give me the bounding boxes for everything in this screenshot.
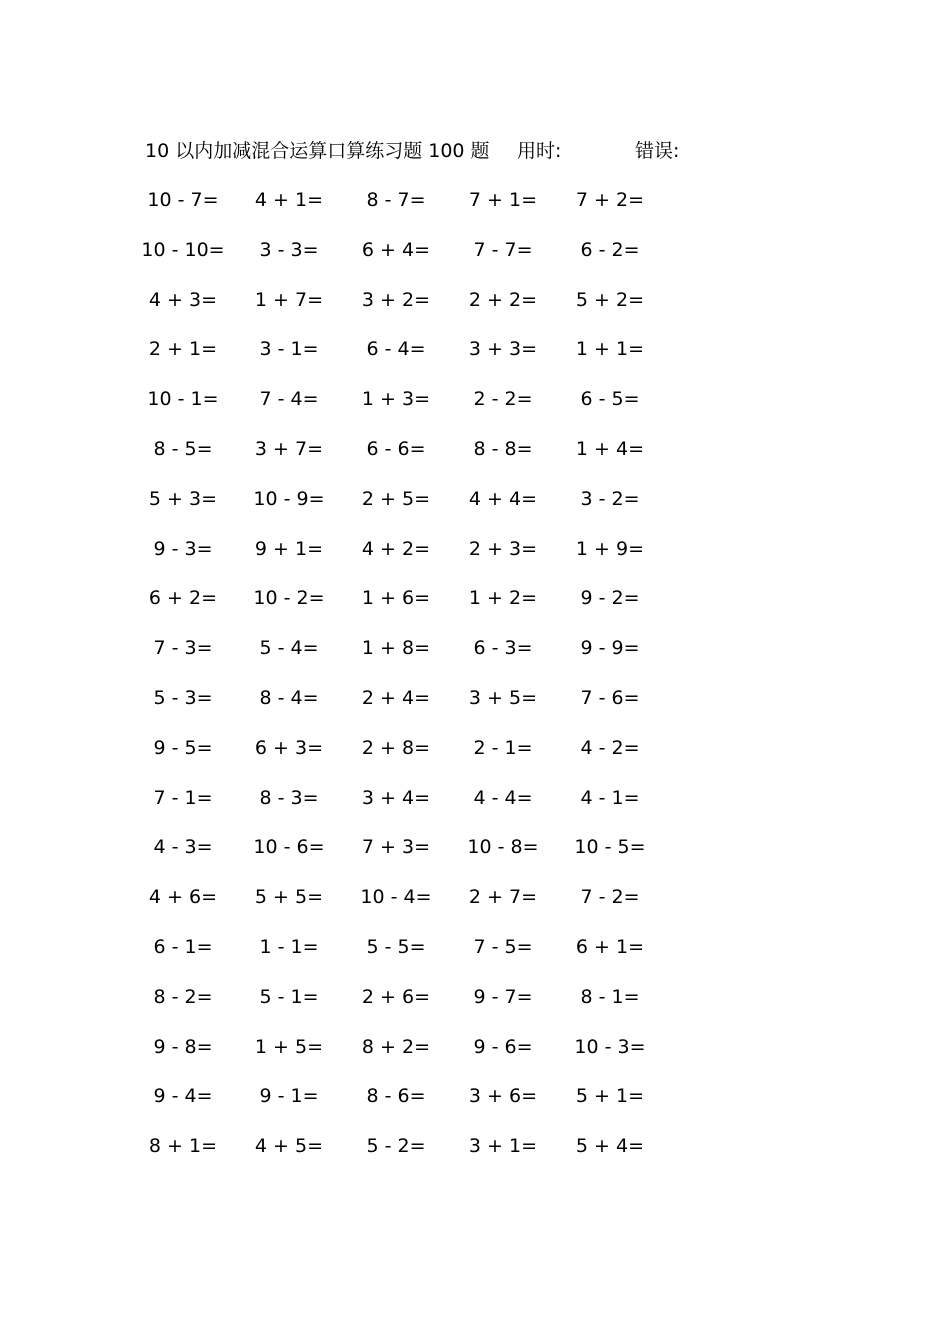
arithmetic-problem: 4 - 4=: [473, 786, 533, 809]
arithmetic-problem: 8 - 6=: [366, 1085, 426, 1108]
arithmetic-problem: 10 - 4=: [360, 886, 432, 909]
arithmetic-problem: 10 - 10=: [141, 238, 225, 261]
problem-row: [0, 583, 950, 613]
problem-row: [0, 832, 950, 862]
problem-row: [0, 285, 950, 315]
arithmetic-problem: 2 - 1=: [473, 736, 533, 759]
arithmetic-problem: 3 + 4=: [361, 786, 430, 809]
time-used-label: 用时:: [517, 140, 562, 162]
arithmetic-problem: 8 - 4=: [259, 687, 319, 709]
arithmetic-problem: 1 + 6=: [361, 587, 430, 610]
arithmetic-problem: 2 + 5=: [361, 487, 430, 510]
arithmetic-problem: 2 - 2=: [473, 388, 533, 411]
arithmetic-problem: 10 - 7=: [147, 189, 219, 211]
arithmetic-problem: 10 - 5=: [574, 836, 646, 859]
arithmetic-problem: 4 + 4=: [468, 487, 537, 510]
arithmetic-problem: 7 + 1=: [468, 189, 537, 211]
arithmetic-problem: 8 - 5=: [153, 438, 213, 460]
arithmetic-problem: 5 - 4=: [259, 637, 319, 660]
arithmetic-problem: 4 - 2=: [580, 736, 640, 759]
problem-row: [0, 384, 950, 414]
arithmetic-problem: 9 + 1=: [254, 537, 323, 560]
problem-row: [0, 982, 950, 1012]
problem-row: [0, 633, 950, 663]
arithmetic-problem: 9 - 8=: [153, 1035, 213, 1058]
arithmetic-problem: 9 - 1=: [259, 1085, 319, 1108]
arithmetic-problem: 5 + 3=: [148, 487, 217, 510]
arithmetic-problem: 6 + 4=: [361, 238, 430, 261]
arithmetic-problem: 5 - 2=: [366, 1135, 426, 1158]
arithmetic-problem: 4 + 6=: [148, 886, 217, 909]
arithmetic-problem: 8 - 2=: [153, 985, 213, 1008]
arithmetic-problem: 3 - 1=: [259, 338, 319, 361]
arithmetic-problem: 2 + 4=: [361, 687, 430, 709]
arithmetic-problem: 5 + 4=: [575, 1135, 644, 1158]
arithmetic-problem: 1 + 7=: [254, 288, 323, 311]
arithmetic-problem: 3 + 1=: [468, 1135, 537, 1158]
arithmetic-problem: 8 - 1=: [580, 985, 640, 1008]
arithmetic-problem: 3 + 6=: [468, 1085, 537, 1108]
arithmetic-problem: 9 - 3=: [153, 537, 213, 560]
arithmetic-problem: 2 + 6=: [361, 985, 430, 1008]
arithmetic-problem: 10 - 1=: [147, 388, 219, 411]
arithmetic-problem: 6 + 2=: [148, 587, 217, 610]
arithmetic-problem: 3 - 2=: [580, 487, 640, 510]
arithmetic-problem: 7 + 2=: [575, 189, 644, 211]
arithmetic-problem: 5 - 1=: [259, 985, 319, 1008]
problem-row: [0, 484, 950, 514]
arithmetic-problem: 7 - 6=: [580, 687, 640, 709]
arithmetic-problem: 10 - 3=: [574, 1035, 646, 1058]
arithmetic-problem: 5 - 3=: [153, 687, 213, 709]
arithmetic-problem: 9 - 5=: [153, 736, 213, 759]
arithmetic-problem: 6 + 3=: [254, 736, 323, 759]
arithmetic-problem: 9 - 7=: [473, 985, 533, 1008]
problem-row: [0, 1081, 950, 1111]
arithmetic-problem: 6 - 5=: [580, 388, 640, 411]
arithmetic-problem: 6 - 3=: [473, 637, 533, 660]
arithmetic-problem: 8 + 2=: [361, 1035, 430, 1058]
arithmetic-problem: 6 + 1=: [575, 936, 644, 958]
arithmetic-problem: 1 + 2=: [468, 587, 537, 610]
arithmetic-problem: 6 - 1=: [153, 936, 213, 958]
arithmetic-problem: 3 + 3=: [468, 338, 537, 361]
arithmetic-problem: 10 - 6=: [253, 836, 325, 859]
arithmetic-problem: 3 + 7=: [254, 438, 323, 460]
arithmetic-problem: 10 - 2=: [253, 587, 325, 610]
arithmetic-problem: 8 - 7=: [366, 189, 426, 211]
arithmetic-problem: 2 + 7=: [468, 886, 537, 909]
problem-row: [0, 1032, 950, 1062]
arithmetic-problem: 7 - 1=: [153, 786, 213, 809]
arithmetic-problem: 7 - 7=: [473, 238, 533, 261]
arithmetic-problem: 7 - 5=: [473, 936, 533, 958]
problem-row: [0, 334, 950, 364]
arithmetic-problem: 1 + 4=: [575, 438, 644, 460]
arithmetic-problem: 10 - 9=: [253, 487, 325, 510]
worksheet-title: 10 以内加减混合运算口算练习题 100 题: [145, 140, 490, 162]
arithmetic-problem: 5 + 1=: [575, 1085, 644, 1108]
problem-row: [0, 1131, 950, 1161]
arithmetic-problem: 6 - 4=: [366, 338, 426, 361]
arithmetic-problem: 8 + 1=: [148, 1135, 217, 1158]
arithmetic-problem: 7 - 3=: [153, 637, 213, 660]
arithmetic-problem: 1 + 9=: [575, 537, 644, 560]
arithmetic-problem: 8 - 8=: [473, 438, 533, 460]
arithmetic-problem: 2 + 8=: [361, 736, 430, 759]
arithmetic-problem: 3 + 5=: [468, 687, 537, 709]
arithmetic-problem: 4 - 1=: [580, 786, 640, 809]
problem-row: [0, 434, 950, 464]
arithmetic-problem: 7 + 3=: [361, 836, 430, 859]
arithmetic-problem: 4 + 3=: [148, 288, 217, 311]
arithmetic-problem: 1 + 5=: [254, 1035, 323, 1058]
arithmetic-problem: 2 + 1=: [148, 338, 217, 361]
arithmetic-problem: 5 + 5=: [254, 886, 323, 909]
arithmetic-problem: 5 + 2=: [575, 288, 644, 311]
problem-row: [0, 235, 950, 265]
arithmetic-problem: 4 + 5=: [254, 1135, 323, 1158]
arithmetic-problem: 4 - 3=: [153, 836, 213, 859]
arithmetic-problem: 9 - 9=: [580, 637, 640, 660]
arithmetic-problem: 10 - 8=: [467, 836, 539, 859]
problem-row: [0, 783, 950, 813]
arithmetic-problem: 9 - 4=: [153, 1085, 213, 1108]
arithmetic-problem: 6 - 6=: [366, 438, 426, 460]
errors-label: 错误:: [635, 140, 680, 162]
arithmetic-problem: 7 - 2=: [580, 886, 640, 909]
arithmetic-problem: 9 - 2=: [580, 587, 640, 610]
arithmetic-problem: 8 - 3=: [259, 786, 319, 809]
arithmetic-problem: 1 - 1=: [259, 936, 319, 958]
arithmetic-problem: 4 + 1=: [254, 189, 323, 211]
arithmetic-problem: 7 - 4=: [259, 388, 319, 411]
arithmetic-problem: 1 + 3=: [361, 388, 430, 411]
problem-row: [0, 932, 950, 962]
arithmetic-problem: 6 - 2=: [580, 238, 640, 261]
arithmetic-problem: 1 + 8=: [361, 637, 430, 660]
arithmetic-problem: 3 + 2=: [361, 288, 430, 311]
problem-row: [0, 733, 950, 763]
problem-row: [0, 534, 950, 564]
arithmetic-problem: 2 + 2=: [468, 288, 537, 311]
problem-row: [0, 683, 950, 713]
arithmetic-problem: 1 + 1=: [575, 338, 644, 361]
arithmetic-problem: 5 - 5=: [366, 936, 426, 958]
problem-row: [0, 185, 950, 215]
arithmetic-problem: 3 - 3=: [259, 238, 319, 261]
arithmetic-problem: 9 - 6=: [473, 1035, 533, 1058]
arithmetic-problem: 4 + 2=: [361, 537, 430, 560]
problem-row: [0, 882, 950, 912]
arithmetic-problem: 2 + 3=: [468, 537, 537, 560]
